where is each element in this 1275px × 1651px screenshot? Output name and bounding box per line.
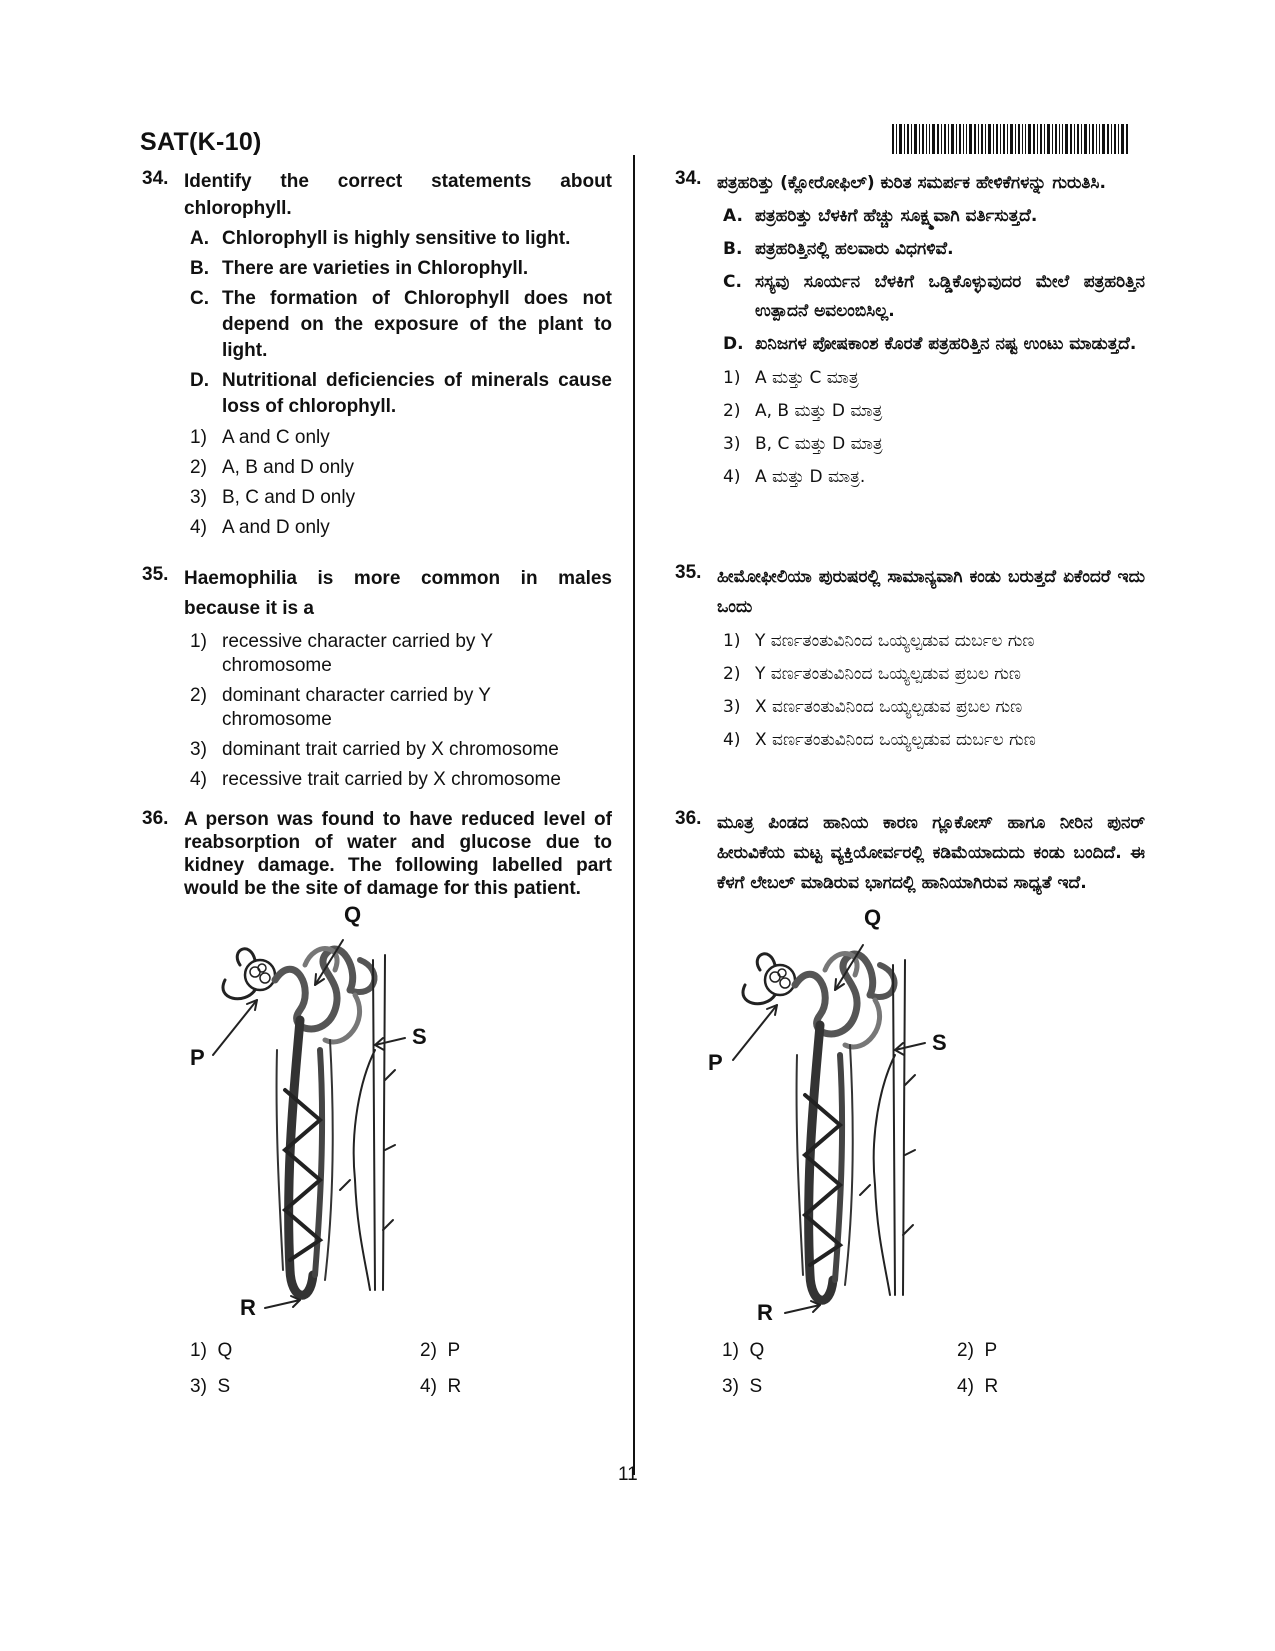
barcode xyxy=(892,124,1128,154)
question-34-en xyxy=(142,168,612,540)
question-35-en xyxy=(142,564,612,792)
label-r: R xyxy=(240,1295,256,1320)
statement-c: C. The formation of Chlorophyll does not depend on the exposure of the plant to light. xyxy=(190,288,612,361)
statement-a: A. ಪತ್ರಹರಿತ್ತು ಬೆಳಕಿಗೆ ಹೆಚ್ಚು ಸೂಕ್ಷ್ಮವಾಗಿ ವರ್ತಿಸುತ್ತದೆ. xyxy=(723,206,1038,226)
statement-b: B. ಪತ್ರಹರಿತ್ತಿನಲ್ಲಿ ಹಲವಾರು ವಿಧಗಳಿವೆ. xyxy=(723,239,954,259)
option-3[interactable]: 3) B, C ಮತ್ತು D ಮಾತ್ರ xyxy=(723,434,883,454)
statement-d: D. ಖನಿಜಗಳ ಪೋಷಕಾಂಶ ಕೊರತೆ ಪತ್ರಹರಿತ್ತಿನ ನಷ್ಟ ಉಂಟು ಮಾಡುತ್ತದೆ. xyxy=(723,334,1137,354)
option-2[interactable]: 2) A, B ಮತ್ತು D ಮಾತ್ರ xyxy=(723,401,883,421)
option-3[interactable]: 3) X ವರ್ಣತಂತುವಿನಿಂದ ಒಯ್ಯಲ್ಪಡುವ ಪ್ರಬಲ ಗುಣ xyxy=(723,697,1023,717)
statement-b: B. There are varieties in Chlorophyll. xyxy=(190,258,529,279)
option-3[interactable]: 3) dominant trait carried by X chromosome xyxy=(190,739,559,760)
option-3[interactable]: 3) S xyxy=(722,1376,763,1397)
option-2[interactable]: 2) P xyxy=(957,1340,998,1361)
label-p: P xyxy=(190,1045,205,1070)
statement-a: A. Chlorophyll is highly sensitive to light. xyxy=(190,228,571,249)
paper-code: SAT(K-10) xyxy=(140,128,262,156)
question-36-en xyxy=(142,808,612,900)
option-2[interactable]: 2) Y ವರ್ಣತಂತುವಿನಿಂದ ಒಯ್ಯಲ್ಪಡುವ ಪ್ರಬಲ ಗುಣ xyxy=(723,664,1021,684)
label-q: Q xyxy=(344,902,362,927)
question-35-kn xyxy=(675,562,1145,754)
option-1[interactable]: 1) A ಮತ್ತು C ಮಾತ್ರ xyxy=(723,368,859,388)
option-4[interactable]: 4) A ಮತ್ತು D ಮಾತ್ರ. xyxy=(723,467,866,487)
option-2[interactable]: 2) A, B and D only xyxy=(190,457,355,478)
option-3[interactable]: 3) S xyxy=(190,1376,231,1397)
question-number: 36. xyxy=(675,808,702,829)
nephron-diagram-kn xyxy=(705,935,998,1375)
option-4[interactable]: 4) A and D only xyxy=(190,517,330,538)
option-4[interactable]: 4) recessive trait carried by X chromosome xyxy=(190,769,561,790)
option-1[interactable]: 1) Y ವರ್ಣತಂತುವಿನಿಂದ ಒಯ್ಯಲ್ಪಡುವ ದುರ್ಬಲ ಗುಣ xyxy=(723,631,1035,651)
option-3[interactable]: 3) B, C and D only xyxy=(190,487,356,508)
statement-d: D. Nutritional deficiencies of minerals cause loss of chlorophyll. xyxy=(190,370,612,417)
option-1[interactable]: 1) Q xyxy=(722,1340,765,1361)
option-4[interactable]: 4) X ವರ್ಣತಂತುವಿನಿಂದ ಒಯ್ಯಲ್ಪಡುವ ದುರ್ಬಲ ಗುಣ xyxy=(723,730,1036,750)
label-s: S xyxy=(932,1030,947,1055)
question-text: ಪತ್ರಹರಿತ್ತು (ಕ್ಲೋರೋಫಿಲ್) ಕುರಿತ ಸಮರ್ಪಕ ಹೇಳಿಕೆಗಳನ್ನು ಗುರುತಿಸಿ. xyxy=(717,173,1106,193)
option-2[interactable]: 2) dominant character carried by Y chromosome xyxy=(190,685,491,730)
question-number: 36. xyxy=(142,808,169,829)
question-36-kn xyxy=(675,808,1145,898)
question-text: ಹೀಮೋಫೀಲಿಯಾ ಪುರುಷರಲ್ಲಿ ಸಾಮಾನ್ಯವಾಗಿ ಕಂಡು ಬರುತ್ತದೆ ಏಕೆಂದರೆ ಇದು ಒಂದು xyxy=(717,567,1145,617)
label-p: P xyxy=(708,1050,723,1075)
option-1[interactable]: 1) A and C only xyxy=(190,427,330,448)
option-4[interactable]: 4) R xyxy=(957,1376,999,1397)
option-1[interactable]: 1) Q xyxy=(190,1340,233,1361)
label-s: S xyxy=(412,1024,427,1049)
nephron-diagram-en xyxy=(185,930,475,1370)
page-number: 11 xyxy=(618,1464,638,1485)
label-r: R xyxy=(757,1300,773,1325)
question-number: 34. xyxy=(142,168,169,189)
column-divider xyxy=(633,155,635,1475)
option-1[interactable]: 1) recessive character carried by Y chromosome xyxy=(190,631,493,676)
question-34-kn xyxy=(675,168,1145,491)
question-text: Haemophilia is more common in males because it is a xyxy=(184,568,612,619)
option-4[interactable]: 4) R xyxy=(420,1376,462,1397)
question-text: ಮೂತ್ರ ಪಿಂಡದ ಹಾನಿಯ ಕಾರಣ ಗ್ಲೂಕೋಸ್ ಹಾಗೂ ನೀರಿನ ಪುನರ್ ಹೀರುವಿಕೆಯ ಮಟ್ಟ ವ್ಯಕ್ತಿಯೋರ್ವರಲ್ಲಿ ಕಡಿಮೆಯಾದುದು ಕಂಡು ಬಂದಿದೆ. ಈ ಕೆಳಗೆ ಲೇಬಲ್ ಮಾಡಿರುವ ಭಾಗದಲ್ಲಿ ಹಾನಿಯಾಗಿರುವ ಸಾಧ್ಯತೆ ಇದೆ. xyxy=(717,813,1145,893)
option-2[interactable]: 2) P xyxy=(420,1340,461,1361)
question-number: 35. xyxy=(142,564,169,585)
question-text: A person was found to have reduced level of reabsorption of water and glucose due to kidney damage. The following labelled part would be the site of damage for this patient. xyxy=(184,809,612,899)
question-number: 34. xyxy=(675,168,702,189)
label-q: Q xyxy=(864,905,882,930)
statement-c: C. ಸಸ್ಯವು ಸೂರ್ಯನ ಬೆಳಕಿಗೆ ಒಡ್ಡಿಕೊಳ್ಳುವುದರ ಮೇಲೆ ಪತ್ರಹರಿತ್ತಿನ ಉತ್ಪಾದನೆ ಅವಲಂಬಿಸಿಲ್ಲ. xyxy=(723,272,1145,321)
question-number: 35. xyxy=(675,562,702,583)
question-text: Identify the correct statements about chlorophyll. xyxy=(184,171,612,219)
